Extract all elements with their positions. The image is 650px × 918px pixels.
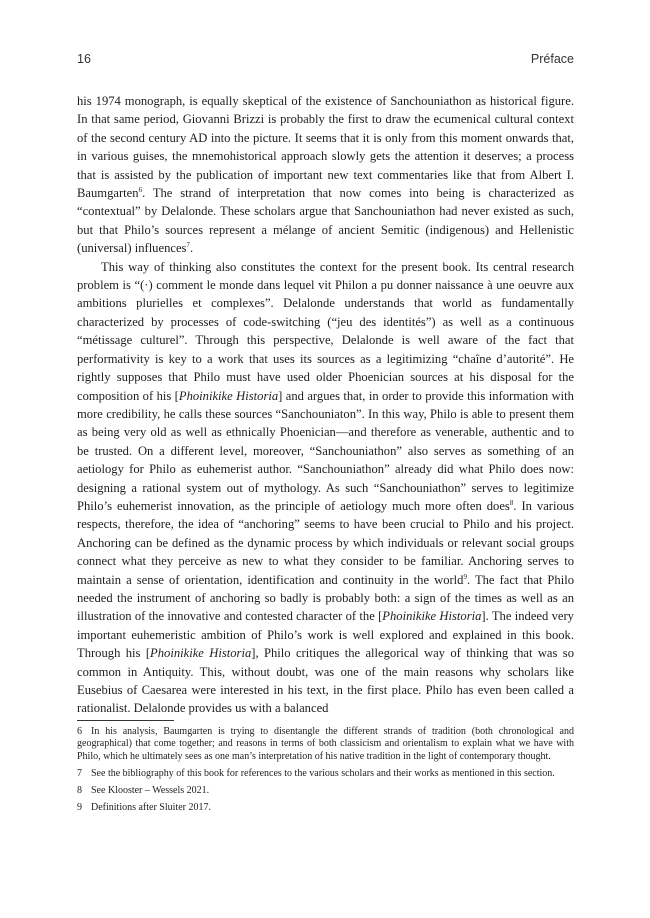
main-text — [77, 92, 574, 718]
running-header — [77, 52, 574, 70]
footnote-text: See the bibliography of this book for references to the various scholars and their works as mentioned in this section. — [91, 767, 555, 779]
footnote-number: 8 — [77, 785, 82, 797]
footnotes — [77, 726, 574, 820]
footnote-number: 6 — [77, 726, 82, 737]
footnote-separator — [77, 720, 174, 721]
paragraph-2: This way of thinking also constitutes the context for the present book. Its central research problem is “(·) comment le monde dans lequel vit Philon a pu donner naissance à une oeuvre aux ambitions plurielles et complexes”. Delalonde understands that world as fundamentally characterized by processes of code-switching (“jeu des identités”) as well as a continuous “métissage culturel”. Through this perspective, Delalonde is well aware of the fact that performativity is key to a work that uses its sources as a legitimizing “chaîne d’autorité”. He rightly supposes that Philo must have used older Phoenician sources at his disposal for the composition of his [Phoinikike Historia] and argues that, in order to provide this information with more credibility, he calls these sources “Sanchouniaton”. In this way, Philo is able to present them as being very old as well as ethnically Phoenician—and therefore as venerable, authentic and to be trusted. On a different level, moreover, “Sanchouniathon” also serves as something of an aetiology for Philo as euhemerist author. “Sanchouniathon” already did what Philo does now: designing a rational system out of mythology. As such “Sanchouniathon” serves to legitimize Philo’s euhemerist innovation, as the principle of aetiology much more often does$^8$. In various respects, therefore, the idea of “anchoring” seems to have been crucial to Philo and his project. Anchoring can be defined as the dynamic process by which individuals or relevant social groups connect what they perceive as new to what they consider to be familiar. Anchoring serves to maintain a sense of orientation, identification and continuity in the world$^9$. The fact that Philo needed the instrument of anchoring so badly is probably both: a sign of the times as well as an illustration of the innovative and contested character of the [Phoinikike Historia]. The indeed very important euhemeristic ambition of Philo’s work is well explored and explained in this book. Through his [Phoinikike Historia], Philo critiques the allegorical way of thinking that was so common in Antiquity. This, without doubt, was one of the main reasons why scholars like Eusebius of Caesarea were interested in his text, in the first place. Philo has even been called a rationalist. Delalonde provides us with a balanced — [77, 259, 574, 716]
footnote-ref-6[interactable]: 6 — [138, 185, 143, 194]
footnote-ref-9[interactable]: 9 — [463, 572, 467, 581]
running-head-title: Préface — [530, 52, 574, 66]
work-title: Phoinikike Historia — [382, 609, 482, 624]
footnote-text: In his analysis, Baumgarten is trying to disentangle the different strands of tradition (both chronological and geographical) that come together; and reasons in terms of both classicism and orientalism to explain what we have with Philo, which he ultimately sees as one man’s interpretation of his native tradition in the light of contemporary thought. — [77, 726, 574, 762]
footnote-6 — [77, 726, 574, 763]
work-title: Phoinikike Historia — [178, 388, 279, 403]
footnote-text: Definitions after Sluiter 2017. — [91, 802, 211, 814]
footnote-number: 9 — [77, 802, 82, 814]
footnote-7 — [77, 768, 574, 780]
footnote-ref-7[interactable]: 7 — [186, 241, 190, 250]
footnote-ref-8[interactable]: 8 — [509, 498, 514, 507]
work-title: Phoinikike Historia — [150, 646, 252, 661]
footnote-text: See Klooster – Wessels 2021. — [91, 785, 210, 797]
footnote-9 — [77, 802, 574, 814]
footnote-8 — [77, 785, 574, 797]
footnote-number: 7 — [77, 767, 82, 779]
page-number: 16 — [77, 52, 91, 66]
paragraph-1: his 1974 monograph, is equally skeptical of the existence of Sanchouniathon as historical figure. In that same period, Giovanni Brizzi is probably the first to draw the ecumenical cultural context of the second century AD into the picture. It seems that it is only from this moment onwards that, in various guises, the mnemohistorical approach slowly gets the attention it deserves; a process that is assisted by the publication of important new text commentaries like that from Albert I. Baumgarten$^6$. The strand of interpretation that now comes into being is characterized as “contextual” by Delalonde. These scholars argue that Sanchouniathon had never existed as such, but that Philo’s sources represent a mélange of ancient Semitic (indigenous) and Hellenistic (universal) influences$^7$. — [77, 94, 574, 256]
